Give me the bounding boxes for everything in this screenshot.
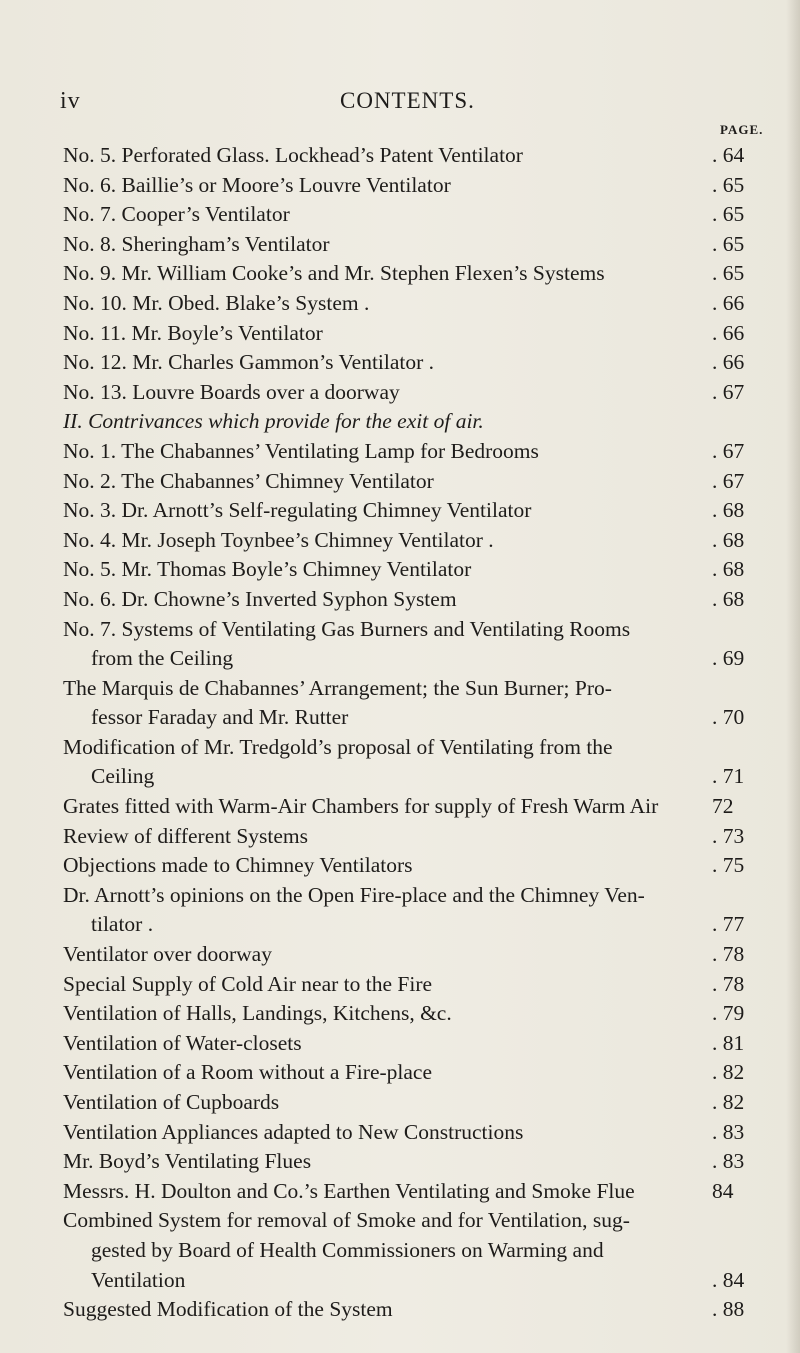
toc-entry-page: . 84 [712, 1267, 745, 1292]
toc-entry-title: No. 11. Mr. Boyle’s Ventilator [63, 320, 323, 345]
toc-entry [0, 200, 800, 230]
toc-entry-title: Ventilation of Halls, Landings, Kitchens, &c. [63, 1001, 452, 1026]
table-of-contents [0, 141, 800, 1325]
toc-entry [0, 970, 800, 1000]
toc-entry-page: . 70 [712, 705, 745, 730]
toc-entry-title: Dr. Arnott’s opinions on the Open Fire-place and the Chimney Ven- [63, 882, 645, 907]
toc-entry-continuation [0, 1236, 800, 1266]
toc-entry [0, 1058, 800, 1088]
toc-entry-title: Special Supply of Cold Air near to the Fire [63, 971, 433, 996]
toc-entry [0, 496, 800, 526]
toc-entry-title: Ventilation [91, 1267, 186, 1292]
toc-entry-page: . 68 [712, 586, 745, 611]
toc-entry-title: from the Ceiling [91, 646, 234, 671]
toc-entry-continuation [0, 703, 800, 733]
toc-entry-page: . 68 [712, 527, 745, 552]
toc-entry-title: No. 10. Mr. Obed. Blake’s System . [63, 290, 370, 315]
toc-entry [0, 1029, 800, 1059]
toc-entry-title: No. 12. Mr. Charles Gammon’s Ventilator . [63, 350, 435, 375]
toc-entry-page: 84 [712, 1178, 734, 1203]
toc-entry [0, 171, 800, 201]
toc-entry [0, 555, 800, 585]
toc-entry-page: . 71 [712, 764, 745, 789]
toc-entry-page: . 75 [712, 853, 745, 878]
toc-entry-continuation [0, 644, 800, 674]
toc-entry [0, 378, 800, 408]
toc-entry [0, 1118, 800, 1148]
toc-entry [0, 1088, 800, 1118]
toc-entry [0, 881, 800, 911]
toc-entry-page: . 64 [712, 143, 745, 167]
toc-entry-title: Combined System for removal of Smoke and for Ventilation, sug- [63, 1208, 630, 1233]
toc-section-heading [0, 407, 800, 437]
toc-entry-title: No. 5. Perforated Glass. Lockhead’s Patent Ventilator [63, 143, 523, 167]
toc-entry [0, 289, 800, 319]
toc-entry-title: No. 7. Cooper’s Ventilator [63, 202, 290, 227]
toc-entry-page: . 68 [712, 498, 745, 523]
toc-entry-title: Modification of Mr. Tredgold’s proposal of Ventilating from the [63, 734, 613, 759]
toc-entry-page: . 83 [712, 1149, 745, 1174]
toc-entry [0, 319, 800, 349]
toc-entry-title: No. 1. The Chabannes’ Ventilating Lamp for Bedrooms [63, 438, 539, 463]
toc-entry [0, 674, 800, 704]
toc-entry-page: . 67 [712, 438, 745, 463]
toc-entry-page: . 65 [712, 231, 745, 256]
toc-entry [0, 467, 800, 497]
page-column-label: PAGE. [720, 122, 764, 137]
toc-entry-page: . 65 [712, 261, 745, 286]
toc-entry [0, 1147, 800, 1177]
toc-entry-page: . 82 [712, 1090, 745, 1114]
toc-entry-page: . 69 [712, 646, 745, 671]
toc-entry-title: Objections made to Chimney Ventilators [63, 853, 413, 878]
toc-entry-page: . 82 [712, 1060, 745, 1085]
toc-entry-title: Ventilator over doorway [63, 942, 272, 967]
toc-entry-page: . 65 [712, 172, 745, 197]
toc-entry-page: . 78 [712, 942, 745, 967]
toc-entry [0, 615, 800, 645]
toc-entry-title: Grates fitted with Warm-Air Chambers for supply of Fresh Warm Air [63, 794, 659, 819]
toc-entry [0, 1177, 800, 1207]
toc-entry-continuation [0, 1266, 800, 1296]
toc-entry [0, 259, 800, 289]
toc-entry-page: . 66 [712, 320, 745, 345]
toc-entry [0, 230, 800, 260]
toc-entry [0, 733, 800, 763]
toc-entry-title: No. 8. Sheringham’s Ventilator [63, 231, 330, 256]
toc-entry [0, 851, 800, 881]
toc-entry-title: No. 6. Baillie’s or Moore’s Louvre Ventilator [63, 172, 451, 197]
toc-entry-page: . 73 [712, 823, 745, 848]
toc-entry-page: . 79 [712, 1001, 745, 1026]
toc-entry-title: No. 3. Dr. Arnott’s Self-regulating Chimney Ventilator [63, 498, 532, 523]
toc-entry-title: No. 9. Mr. William Cooke’s and Mr. Stephen Flexen’s Systems [63, 261, 605, 286]
toc-entry [0, 437, 800, 467]
page-number: iv [60, 88, 81, 114]
toc-entry-continuation [0, 910, 800, 940]
toc-entry-page: . 81 [712, 1030, 745, 1055]
toc-entry [0, 141, 800, 171]
toc-entry [0, 940, 800, 970]
toc-entry-title: No. 6. Dr. Chowne’s Inverted Syphon System [63, 586, 457, 611]
toc-entry-title: fessor Faraday and Mr. Rutter [91, 705, 349, 730]
toc-entry-page: . 67 [712, 468, 745, 493]
toc-entry-page: . 68 [712, 557, 745, 582]
toc-entry [0, 792, 800, 822]
toc-entry-title: Messrs. H. Doulton and Co.’s Earthen Ventilating and Smoke Flue [63, 1178, 635, 1203]
toc-entry-title: No. 13. Louvre Boards over a doorway [63, 379, 400, 404]
toc-entry-title: Ceiling [91, 764, 155, 789]
toc-entry-title: tilator . [91, 912, 154, 937]
toc-entry-title: No. 4. Mr. Joseph Toynbee’s Chimney Ventilator . [63, 527, 494, 552]
toc-entry-title: Review of different Systems [63, 823, 309, 848]
toc-entry [0, 822, 800, 852]
toc-entry-page: . 88 [712, 1297, 745, 1322]
toc-entry [0, 1295, 800, 1325]
toc-entry-title: Ventilation of Water-closets [63, 1030, 302, 1055]
toc-entry-page: . 77 [712, 912, 745, 937]
toc-entry-page: 72 [712, 794, 734, 819]
toc-entry [0, 999, 800, 1029]
running-title: CONTENTS. [340, 88, 475, 113]
toc-entry [0, 585, 800, 615]
toc-entry-title: No. 7. Systems of Ventilating Gas Burners and Ventilating Rooms [63, 616, 631, 641]
toc-entry-title: The Marquis de Chabannes’ Arrangement; the Sun Burner; Pro- [63, 675, 612, 700]
toc-entry-page: . 67 [712, 379, 745, 404]
toc-entry-page: . 66 [712, 350, 745, 375]
toc-entry-title: Ventilation Appliances adapted to New Constructions [63, 1119, 524, 1144]
toc-entry-title: Ventilation of a Room without a Fire-place [63, 1060, 432, 1085]
toc-entry-title: No. 5. Mr. Thomas Boyle’s Chimney Ventilator [63, 557, 472, 582]
page-header [0, 88, 800, 118]
toc-entry-title: gested by Board of Health Commissioners on Warming and [91, 1237, 604, 1262]
toc-entry-page: . 83 [712, 1119, 745, 1144]
toc-entry-title: Ventilation of Cupboards [63, 1090, 280, 1114]
toc-entry-title: No. 2. The Chabannes’ Chimney Ventilator [63, 468, 434, 493]
toc-entry-title: Mr. Boyd’s Ventilating Flues [63, 1149, 312, 1174]
toc-section-title: II. Contrivances which provide for the exit of air. [63, 409, 484, 434]
toc-entry [0, 348, 800, 378]
toc-entry-title: Suggested Modification of the System [63, 1297, 393, 1322]
toc-entry [0, 526, 800, 556]
toc-entry-page: . 65 [712, 202, 745, 227]
toc-entry-page: . 78 [712, 971, 745, 996]
toc-entry-page: . 66 [712, 290, 745, 315]
toc-entry-continuation [0, 762, 800, 792]
toc-entry [0, 1206, 800, 1236]
